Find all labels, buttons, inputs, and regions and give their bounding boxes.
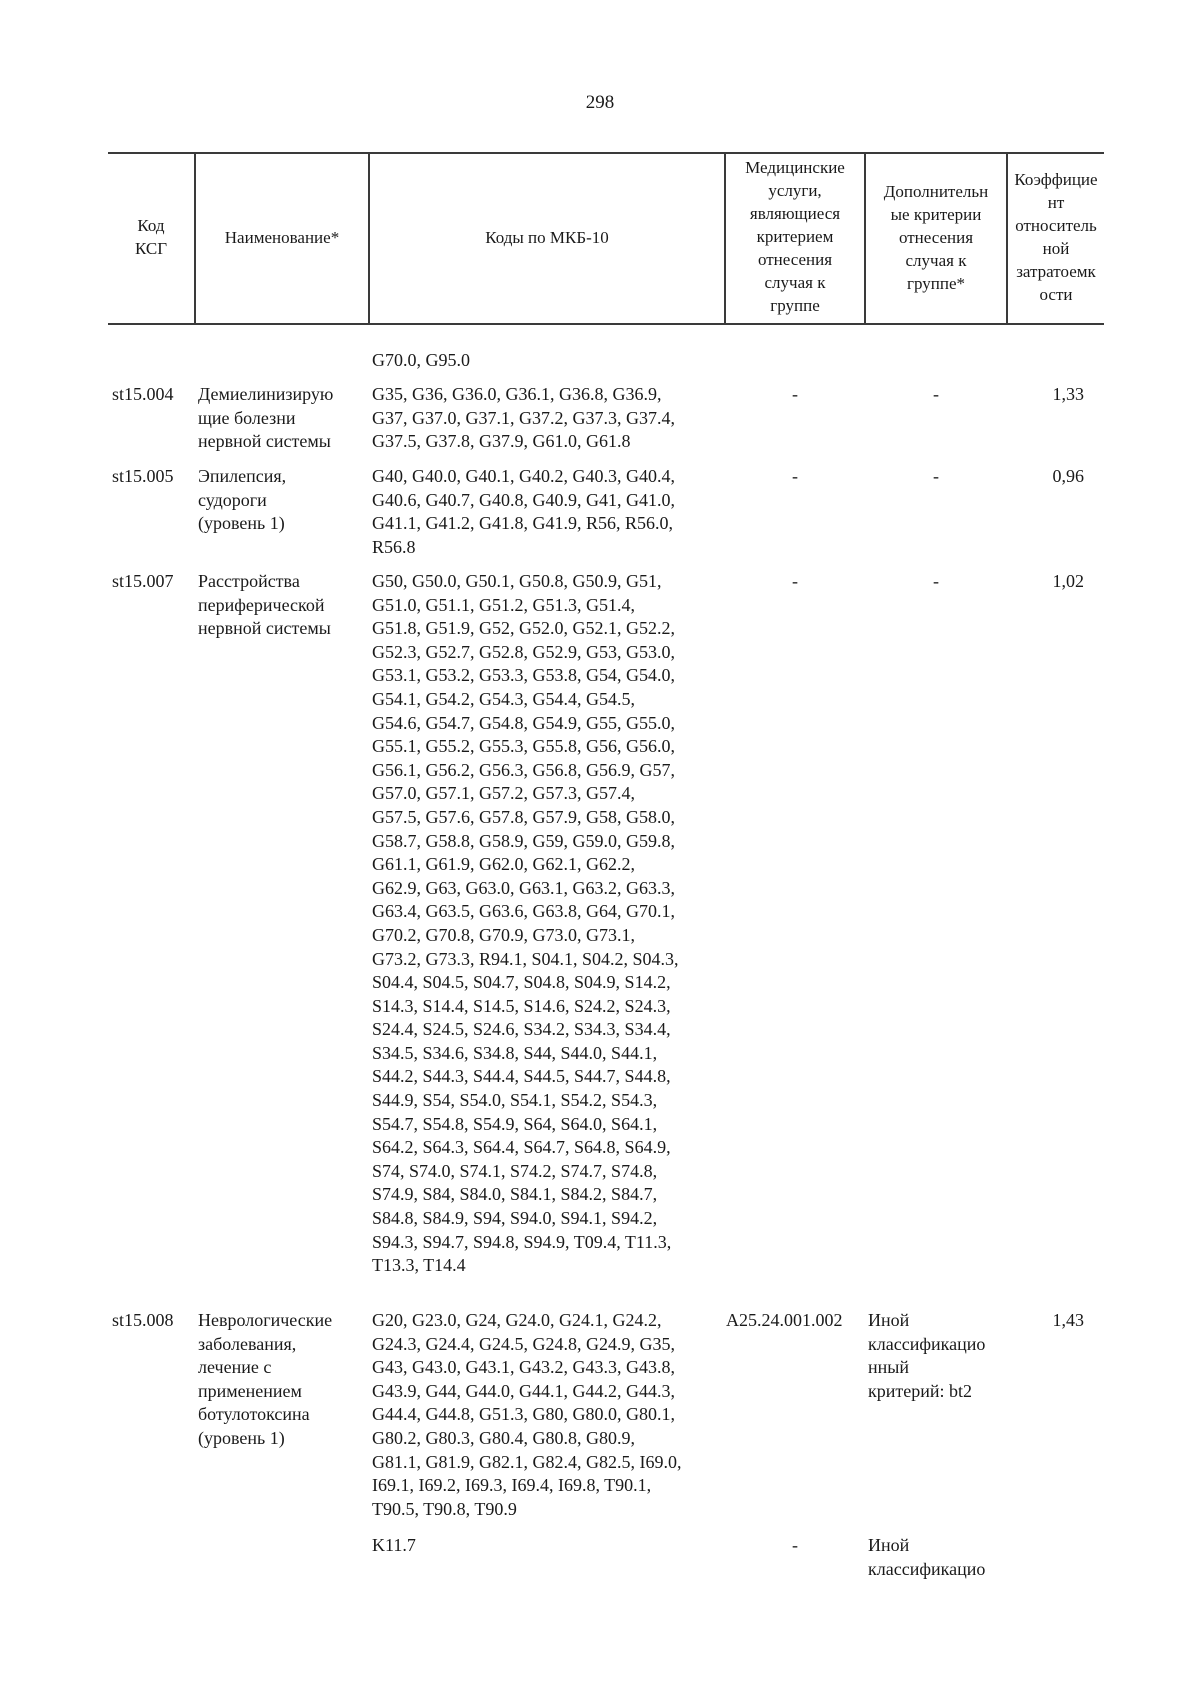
table-header-bottom-border <box>108 323 1104 325</box>
header-cost-coefficient: Коэффицие нт относитель ной затратоемк ости <box>1014 170 1098 304</box>
row-1-coefficient: 1,33 <box>1052 384 1084 404</box>
row-2-coefficient: 0,96 <box>1052 466 1084 486</box>
row-2-extra: - <box>933 466 939 486</box>
row-2-services: - <box>792 466 798 486</box>
header-code: Код КСГ <box>134 216 168 258</box>
row-1-services: - <box>792 384 798 404</box>
row-3-mkb-codes: G50, G50.0, G50.1, G50.8, G50.9, G51, G51.0, G51.1, G51.2, G51.3, G51.4, G51.8, G51.9, G52, G52.0, G52.1, G52.2, G52.3, G52.7, G52.8, G52.9, G53, G53.0, G53.1, G53.2, G53.3, G53.8, G54, G54.0, G54.1, G54.2, G54.3, G54.4, G54.5, G54.6, G54.7, G54.8, G54.9, G55, G55.0, G55.1, G55.2, G55.3, G55.8, G56, G56.0, G56.1, G56.2, G56.3, G56.8, G56.9, G57, G57.0, G57.1, G57.2, G57.3, G57.4, G57.5, G57.6, G57.8, G57.9, G58, G58.0, G58.7, G58.8, G58.9, G59, G59.0, G59.8, G61.1, G61.9, G62.0, G62.1, G62.2, G62.9, G63, G63.0, G63.1, G63.2, G63.3, G63.4, G63.5, G63.6, G63.8, G64, G70.1, G70.2, G70.8, G70.9, G73.0, G73.1, G73.2, G73.3, R94.1, S04.1, S04.2, S04.3, S04.4, S04.5, S04.7, S04.8, S04.9, S14.2, S14.3, S14.4, S14.5, S14.6, S24.2, S24.3, S24.4, S24.5, S24.6, S34.2, S34.3, S34.4, S34.5, S34.6, S34.8, S44, S44.0, S44.1, S44.2, S44.3, S44.4, S44.5, S44.7, S44.8, S44.9, S54, S54.0, S54.1, S54.2, S54.3, S54.7, S54.8, S54.9, S64, S64.0, S64.1, S64.2, S64.3, S64.4, S64.7, S64.8, S64.9, S74, S74.0, S74.1, S74.2, S74.7, S74.8, S74.9, S84, S84.0, S84.1, S84.2, S84.7, S84.8, S84.9, S94, S94.0, S94.1, S94.2, S94.3, S94.7, S94.8, S94.9, T09.4, T11.3, T13.3, T14.4 <box>372 571 679 1276</box>
row-3-extra: - <box>933 571 939 591</box>
row-0-mkb-codes: G70.0, G95.0 <box>372 350 470 370</box>
row-4-mkb-codes: G20, G23.0, G24, G24.0, G24.1, G24.2, G24.3, G24.4, G24.5, G24.8, G24.9, G35, G43, G43.0, G43.1, G43.2, G43.3, G43.8, G43.9, G44, G44.0, G44.1, G44.2, G44.3, G44.4, G44.8, G51.3, G80, G80.0, G80.1, G80.2, G80.3, G80.4, G80.8, G80.9, G81.1, G81.9, G82.1, G82.4, G82.5, I69.0, I69.1, I69.2, I69.3, I69.4, I69.8, T90.1, T90.5, T90.8, T90.9 <box>372 1310 682 1519</box>
row-1-name: Демиелинизирую щие болезни нервной системы <box>198 384 334 452</box>
row-5-extra: Иной классификацио <box>868 1535 986 1579</box>
row-4-extra: Иной классификацио нный критерий: bt2 <box>868 1310 986 1401</box>
row-3-coefficient: 1,02 <box>1052 571 1084 591</box>
row-1-code: st15.004 <box>112 384 174 404</box>
row-3-name: Расстройства периферической нервной системы <box>198 571 331 639</box>
header-mkb-codes: Коды по МКБ-10 <box>485 228 609 247</box>
row-1-mkb-codes: G35, G36, G36.0, G36.1, G36.8, G36.9, G37, G37.0, G37.1, G37.2, G37.3, G37.4, G37.5, G37.8, G37.9, G61.0, G61.8 <box>372 384 675 452</box>
row-1-extra: - <box>933 384 939 404</box>
row-2-name: Эпилепсия, судороги (уровень 1) <box>198 466 287 534</box>
header-name: Наименование* <box>224 228 340 247</box>
row-2-mkb-codes: G40, G40.0, G40.1, G40.2, G40.3, G40.4, G40.6, G40.7, G40.8, G40.9, G41, G41.0, G41.1, G41.2, G41.8, G41.9, R56, R56.0, R56.8 <box>372 466 675 557</box>
row-2-code: st15.005 <box>112 466 174 486</box>
header-medical-services: Медицинские услуги, являющиеся критерием отнесения случая к группе <box>745 158 845 315</box>
row-4-code: st15.008 <box>112 1310 174 1330</box>
row-4-services: A25.24.001.002 <box>726 1310 843 1330</box>
row-5-services: - <box>792 1535 798 1555</box>
row-3-code: st15.007 <box>112 571 174 591</box>
row-3-services: - <box>792 571 798 591</box>
row-5-mkb-codes: K11.7 <box>372 1535 416 1555</box>
header-additional-criteria: Дополнительн ые критерии отнесения случая к группе* <box>883 182 989 293</box>
row-4-coefficient: 1,43 <box>1052 1310 1084 1330</box>
row-4-name: Неврологические заболевания, лечение с применением ботулотоксина (уровень 1) <box>198 1310 333 1448</box>
page-number: 298 <box>585 92 615 113</box>
table-top-border <box>108 152 1104 154</box>
